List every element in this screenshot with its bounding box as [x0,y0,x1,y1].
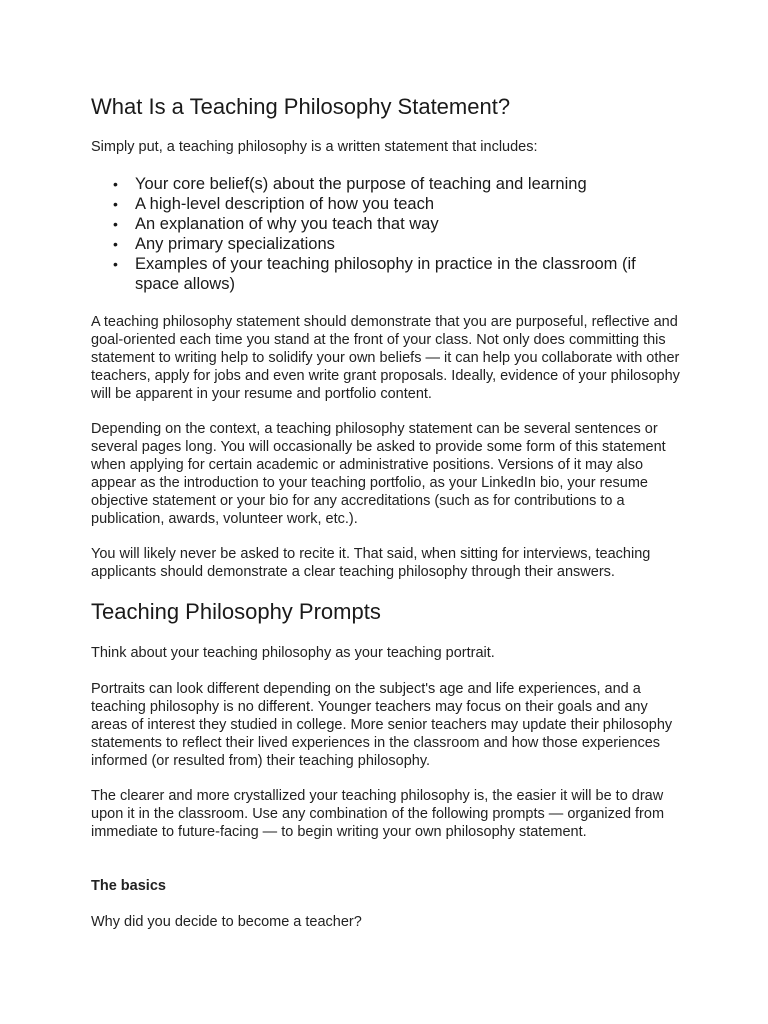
prompt-question: Why did you decide to become a teacher? [91,914,362,930]
section-heading-teaching-philosophy-statement: What Is a Teaching Philosophy Statement? [91,94,511,119]
body-paragraph: Depending on the context, a teaching philosophy statement can be several sentences or several pages long. You will occasionally be asked to provide some form of this statement when applying for certain academic or administrative positions. Versions of it may also appear as the introduction to your teaching portfolio, as your LinkedIn bio, your resume objective statement or your bio for any accreditations (such as for contributions to a publication, awards, volunteer work, etc.). [91,421,666,527]
section-heading-teaching-philosophy-prompts: Teaching Philosophy Prompts [91,599,381,624]
bullet-list [91,174,671,294]
list-item: • An explanation of why you teach that way [113,215,439,233]
intro-paragraph: Simply put, a teaching philosophy is a written statement that includes: [91,139,538,155]
body-paragraph: You will likely never be asked to recite it. That said, when sitting for interviews, teaching applicants should demonstrate a clear teaching philosophy through their answers. [91,546,651,580]
bullet-icon: • [113,216,118,232]
body-paragraph: Portraits can look different depending on the subject's age and life experiences, and a teaching philosophy is no different. Younger teachers may focus on their goals and any areas of interest they studied in college. More senior teachers may update their philosophy statements to reflect their lived experiences in the classroom and how those experiences informed (or resulted from) their teaching philosophy. [91,681,673,769]
bullet-icon: • [113,256,118,272]
list-item: • Any primary specializations [113,235,335,253]
bullet-icon: • [113,176,118,192]
body-paragraph: A teaching philosophy statement should demonstrate that you are purposeful, reflective and goal-oriented each time you stand at the front of your class. Not only does committing this statement to writing help to solidify your own beliefs — it can help you collaborate with other teachers, apply for jobs and even write grant proposals. Ideally, evidence of your philosophy will be apparent in your resume and portfolio content. [91,314,680,402]
list-item: • Your core belief(s) about the purpose of teaching and learning [113,175,587,193]
bullet-icon: • [113,236,118,252]
body-paragraph: Think about your teaching philosophy as your teaching portrait. [91,645,495,661]
bullet-icon: • [113,196,118,212]
list-item: • Examples of your teaching philosophy in practice in the classroom (if space allows) [113,255,636,293]
body-paragraph: The clearer and more crystallized your teaching philosophy is, the easier it will be to draw upon it in the classroom. Use any combination of the following prompts — organized from immediate to future-facing — to begin writing your own philosophy statement. [91,788,665,840]
subheading-the-basics: The basics [91,878,166,894]
list-item: • A high-level description of how you teach [113,195,435,213]
